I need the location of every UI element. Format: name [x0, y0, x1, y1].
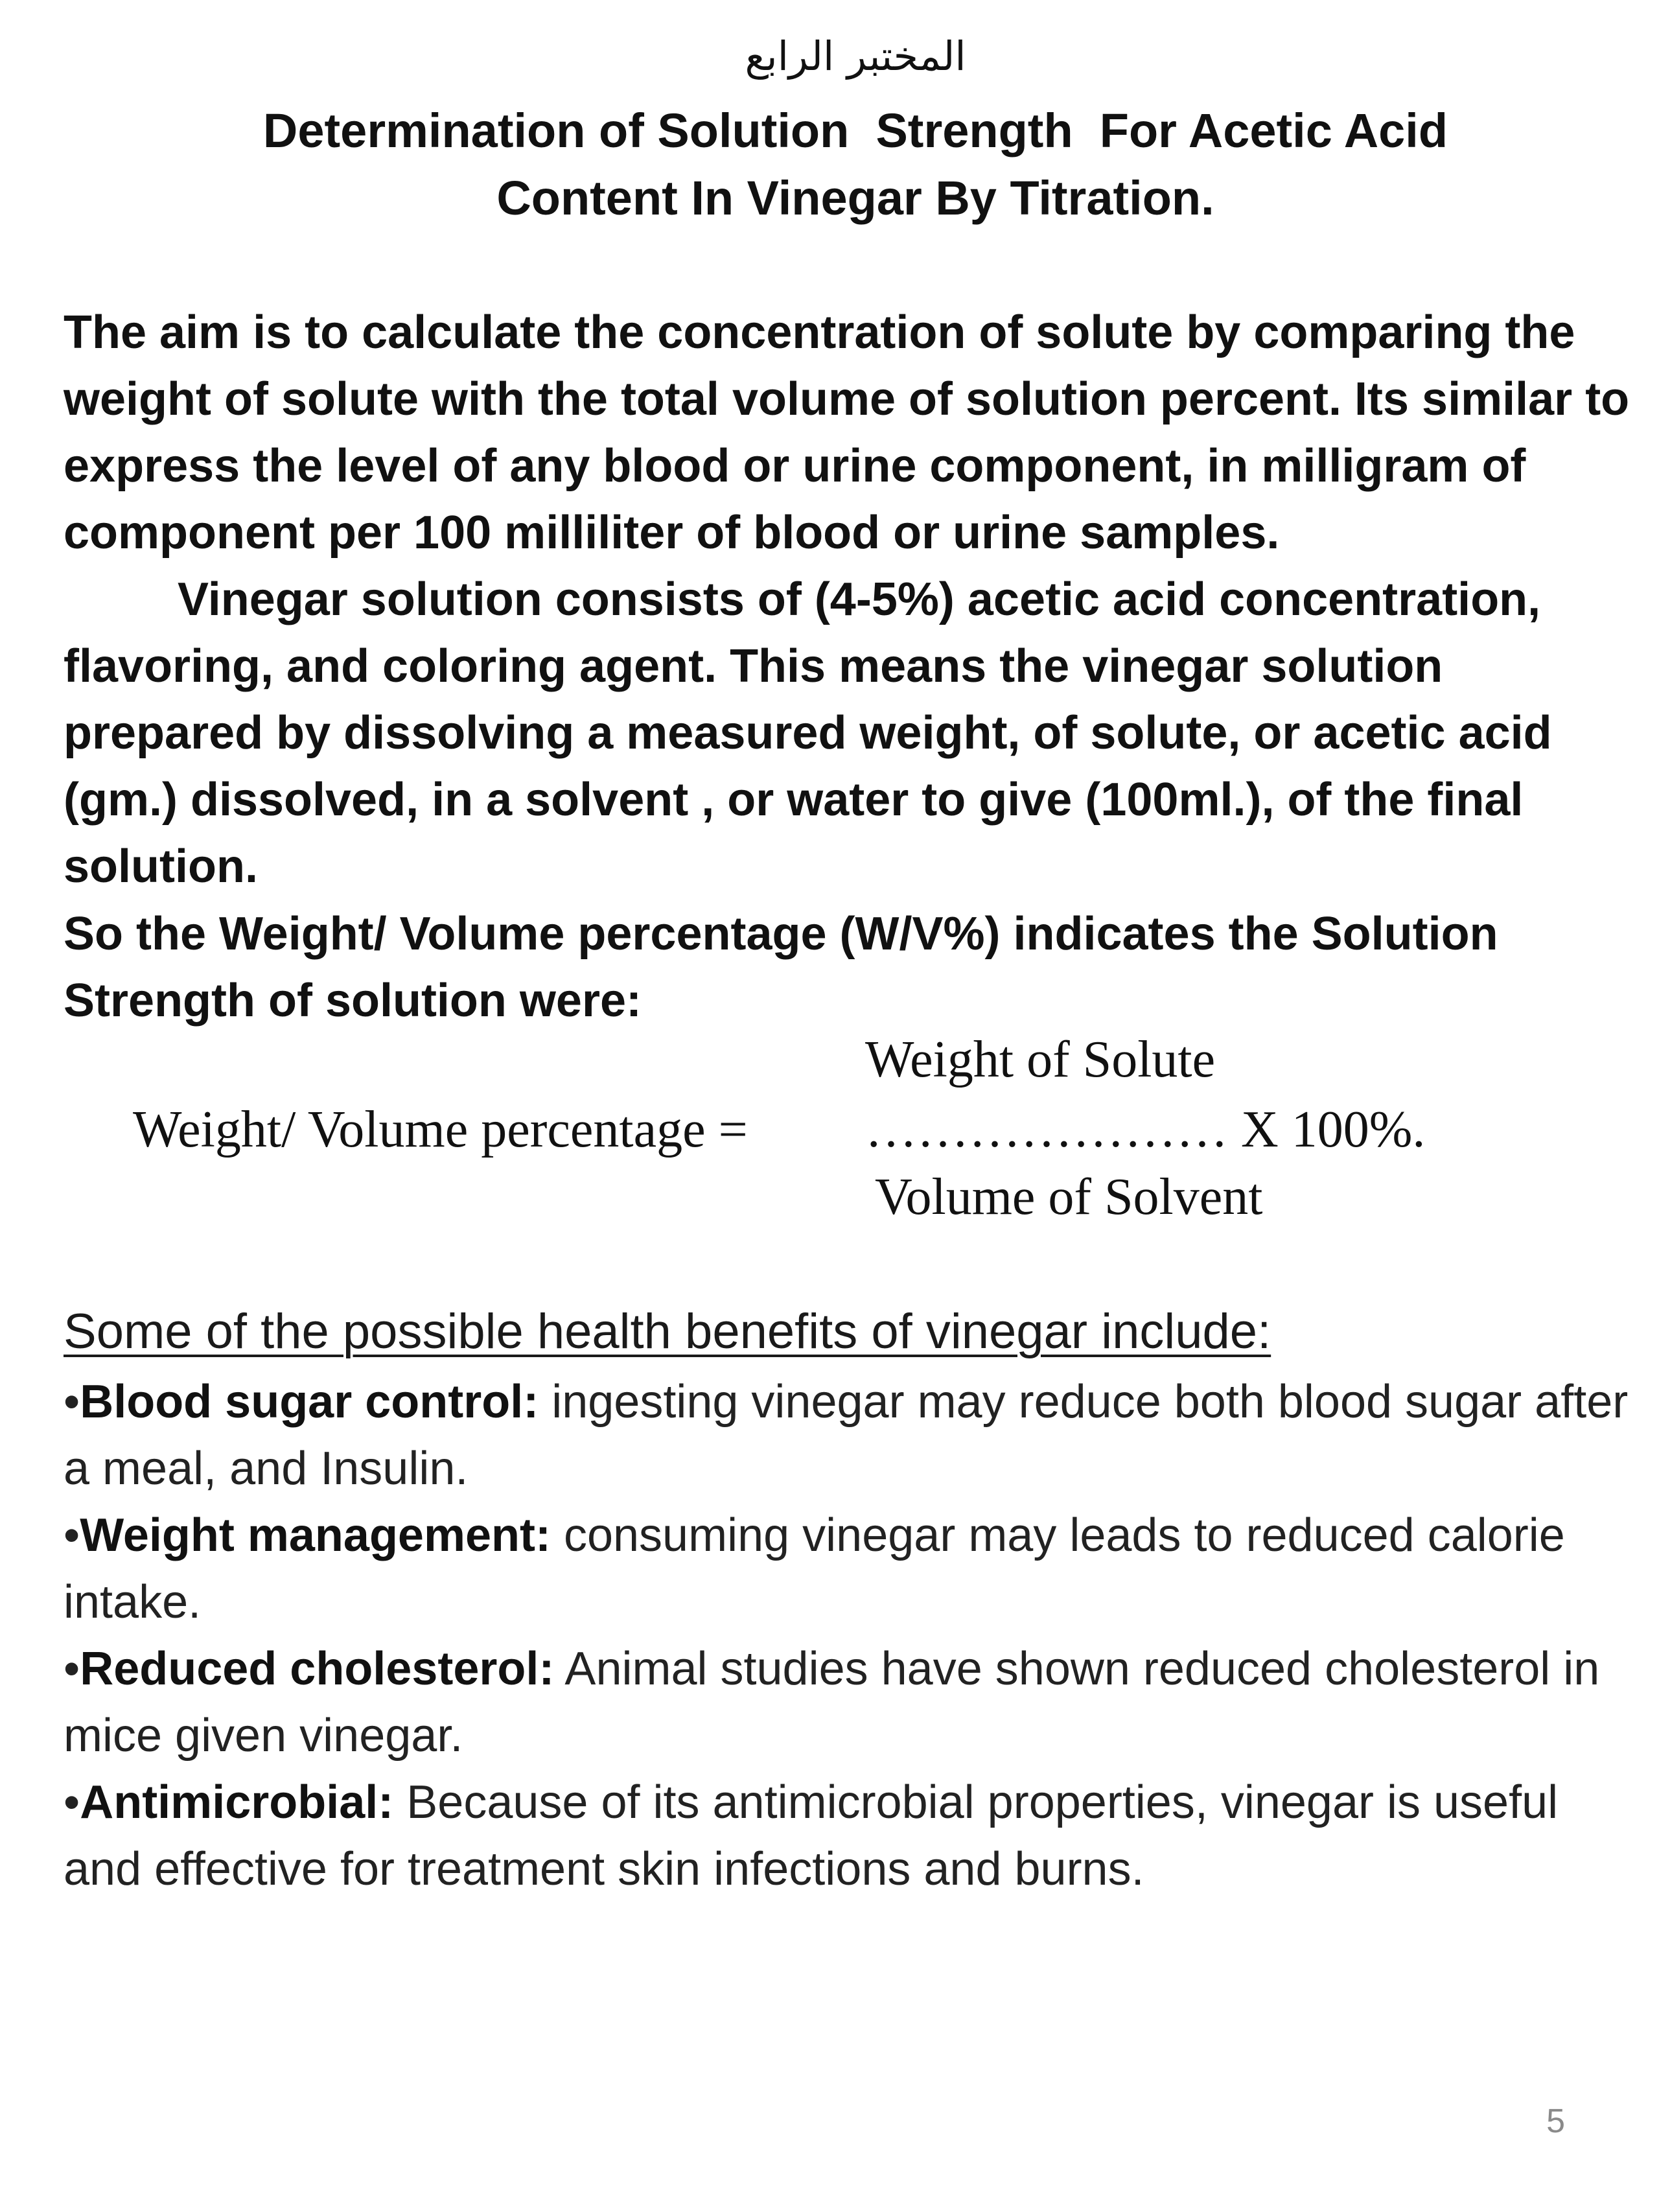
vinegar-paragraph [64, 566, 1645, 900]
benefit-term: Reduced cholesterol: [80, 1643, 555, 1695]
benefit-term: Antimicrobial: [80, 1776, 394, 1828]
benefit-text: Animal studies have shown reduced cholesterol in mice given vinegar. [64, 1643, 1600, 1762]
benefit-term: Weight management: [80, 1509, 551, 1561]
benefit-item: •Reduced cholesterol: Animal studies have shown reduced cholesterol in mice given vinegar. [64, 1643, 1600, 1762]
benefit-item: •Weight management: consuming vinegar may leads to reduced calorie intake. [64, 1509, 1565, 1628]
benefit-text: consuming vinegar may leads to reduced calorie intake. [64, 1509, 1565, 1628]
benefits-heading: Some of the possible health benefits of vinegar include: [64, 1304, 1271, 1359]
benefit-text: Because of its antimicrobial properties, vinegar is useful and effective for treatment skin infections and burns. [64, 1776, 1559, 1895]
benefit-item: •Blood sugar control: ingesting vinegar may reduce both blood sugar after a meal, and Insulin. [64, 1376, 1629, 1495]
page-title: Determination of Solution Strength For Acetic Acid Content In Vinegar By Titration. [262, 104, 1448, 225]
wv-formula [0, 1024, 1659, 1238]
aim-paragraph: The aim is to calculate the concentration of solute by comparing the weight of solute with the total volume of solution percent. Its similar to express the level of any blood or urine component, in milligram of component per 100 milliliter of blood or urine samples. [64, 307, 1630, 559]
formula-fraction-line: ………………… X 100%. [865, 1101, 1426, 1158]
wv-percentage-paragraph: So the Weight/ Volume percentage (W/V%) indicates the Solution Strength of solution were: [64, 908, 1498, 1027]
benefit-text: ingesting vinegar may reduce both blood sugar after a meal, and Insulin. [64, 1376, 1629, 1495]
benefit-term: Blood sugar control: [80, 1376, 539, 1428]
benefits-list [64, 1369, 1645, 1903]
vinegar-paragraph-text: Vinegar solution consists of (4-5%) acetic acid concentration, flavoring, and coloring agent. This means the vinegar solution prepared by dissolving a measured weight, of solute, or acetic acid (gm.) dissolved, in a solvent , or water to give (100ml.), of the final solution. [64, 574, 1552, 892]
arabic-lab-title: المختبر الرابع [745, 32, 966, 80]
formula-denominator: Volume of Solvent [875, 1169, 1263, 1226]
benefit-item: •Antimicrobial: Because of its antimicrobial properties, vinegar is useful and effective for treatment skin infections and burns. [64, 1776, 1559, 1895]
formula-numerator: Weight of Solute [865, 1031, 1216, 1088]
formula-lhs: Weight/ Volume percentage = [133, 1101, 748, 1158]
page-number: 5 [1546, 2102, 1565, 2140]
